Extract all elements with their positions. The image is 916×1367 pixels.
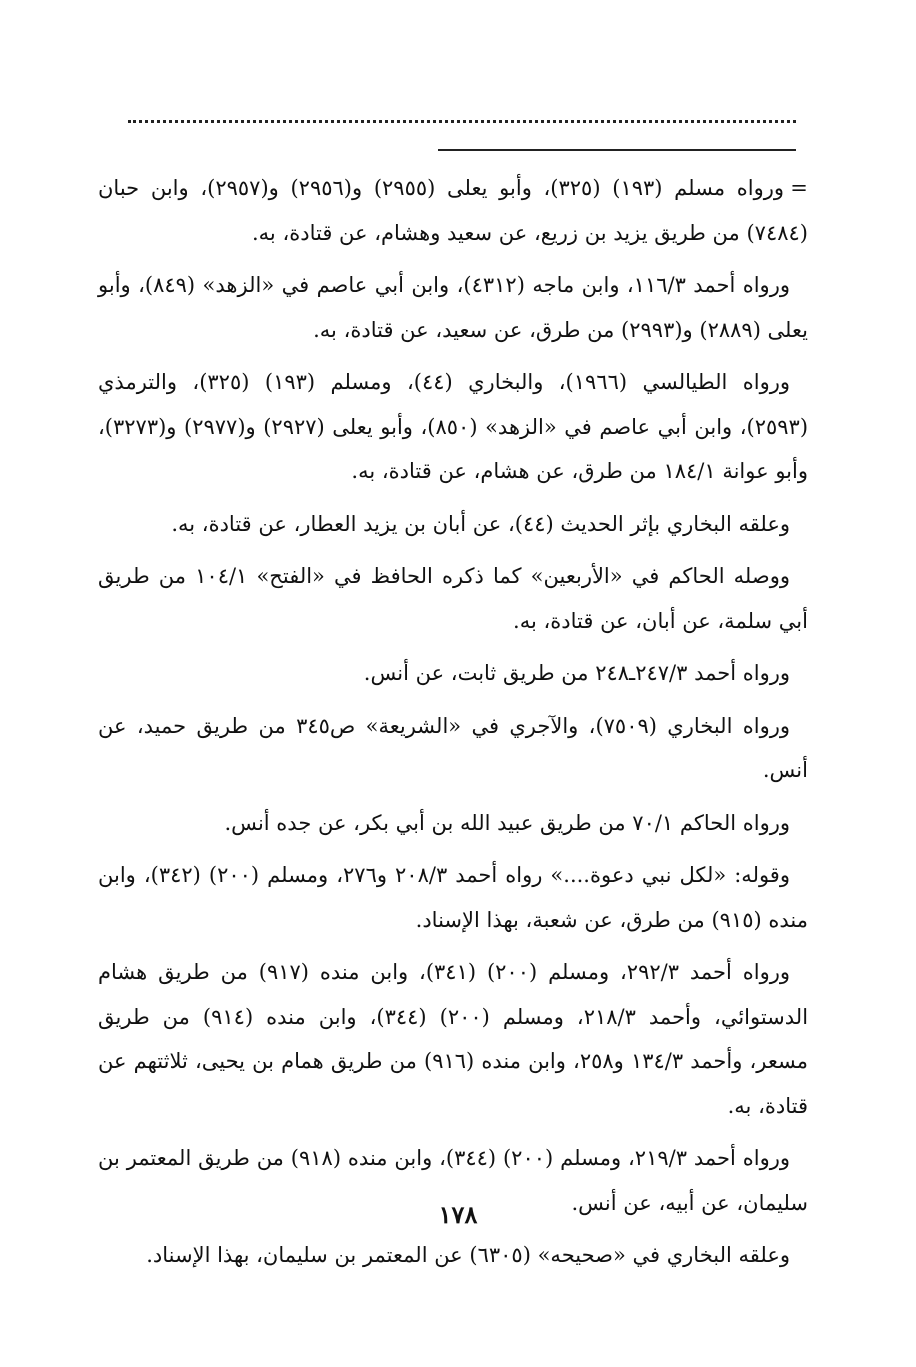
dotted-separator [128, 120, 796, 139]
paragraph: ووصله الحاكم في «الأربعين» كما ذكره الحافظ في «الفتح» ١٠٤/١ من طريق أبي سلمة، عن أبان، عن قتادة، به. [98, 564, 808, 633]
paragraph: ورواه الحاكم ٧٠/١ من طريق عبيد الله بن أبي بكر، عن جده أنس. [224, 810, 790, 835]
paragraph: ورواه البخاري (٧٥٠٩)، والآجري في «الشريعة» ص٣٤٥ من طريق حميد، عن أنس. [98, 713, 808, 782]
footnote-rule [438, 149, 796, 151]
paragraph: وعلقه البخاري في «صحيحه» (٦٣٠٥) عن المعتمر بن سليمان، بهذا الإسناد. [146, 1243, 790, 1267]
paragraph: وقوله: «لكل نبي دعوة....» رواه أحمد ٢٠٨/٣ و٢٧٦، ومسلم (٢٠٠) (٣٤٢)، وابن منده (٩١٥) من طرق، عن شعبة، بهذا الإسناد. [98, 863, 808, 932]
paragraph-text: ورواه مسلم (١٩٣) (٣٢٥)، وأبو يعلى (٢٩٥٥) و(٢٩٥٦) و(٢٩٥٧)، وابن حبان (٧٤٨٤) من طريق يزيد بن زريع، عن سعيد وهشام، عن قتادة، به. [98, 176, 808, 245]
paragraph: ورواه الطيالسي (١٩٦٦)، والبخاري (٤٤)، ومسلم (١٩٣) (٣٢٥)، والترمذي (٢٥٩٣)، وابن أبي عاصم في «الزهد» (٨٥٠)، وأبو يعلى (٢٩٢٧) و(٢٩٧٧) و(٣٢٧٣)، وأبو عوانة ١٨٤/١ من طرق، عن هشام، عن قتادة، به. [98, 370, 809, 483]
paragraph: ورواه أحمد ٢٩٢/٣، ومسلم (٢٠٠) (٣٤١)، وابن منده (٩١٧) من طريق هشام الدستوائي، وأحمد ٢١٨/٣، ومسلم (٢٠٠) (٣٤٤)، وابن منده (٩١٤) من طريق مسعر، وأحمد ١٣٤/٣ و٢٥٨، وابن منده (٩١٦) من طريق همام بن يحيى، ثلاثتهم عن قتادة، به. [98, 960, 809, 1118]
paragraph: ورواه أحمد ٢٤٧/٣ـ٢٤٨ من طريق ثابت، عن أنس. [363, 661, 790, 685]
paragraph: ورواه أحمد ٢١٩/٣، ومسلم (٢٠٠) (٣٤٤)، وابن منده (٩١٨) من طريق المعتمر بن سليمان، عن أبيه، عن أنس. [98, 1146, 808, 1215]
paragraph: وعلقه البخاري بإثر الحديث (٤٤)، عن أبان بن يزيد العطار، عن قتادة، به. [171, 511, 790, 536]
continuation-mark: = [790, 176, 808, 200]
page-number: ١٧٨ [438, 1200, 478, 1229]
paragraph: ورواه أحمد ١١٦/٣، وابن ماجه (٤٣١٢)، وابن أبي عاصم في «الزهد» (٨٤٩)، وأبو يعلى (٢٨٨٩) و(٢٩٩٣) من طرق، عن سعيد، عن قتادة، به. [98, 273, 808, 342]
footnote-body [98, 166, 808, 1286]
paragraph [98, 166, 808, 255]
